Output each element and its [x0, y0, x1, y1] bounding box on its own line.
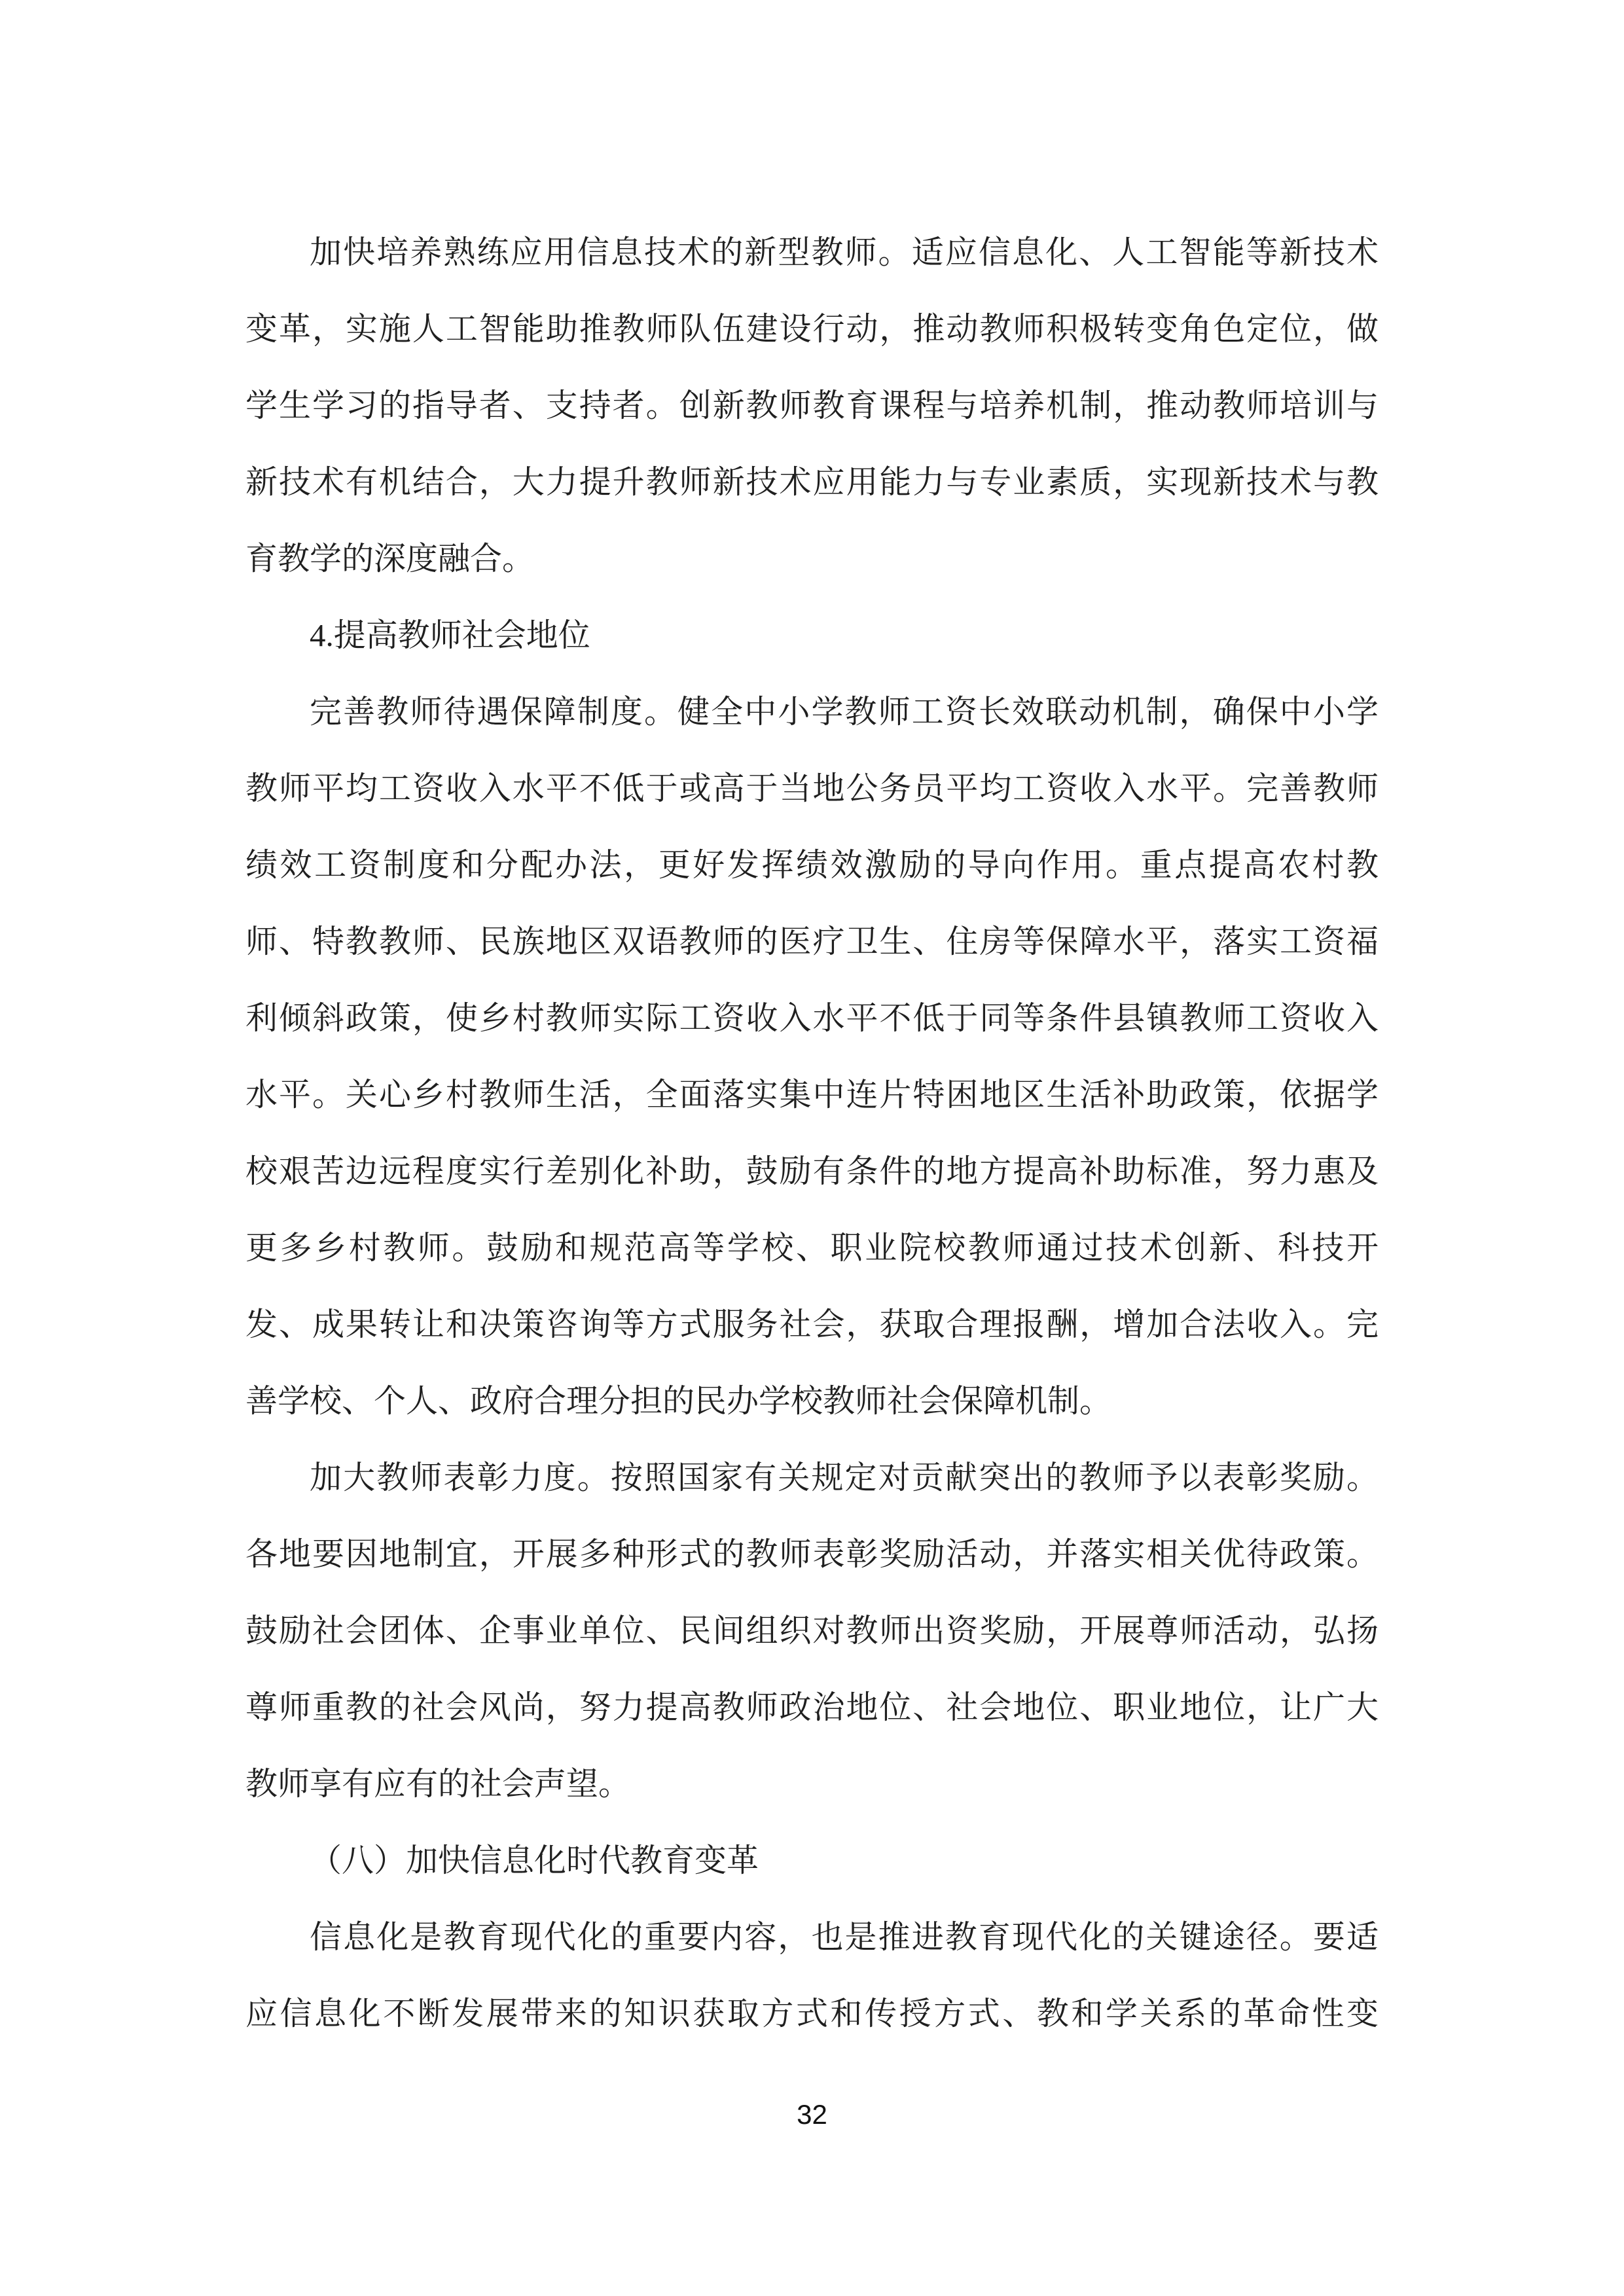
body-line: 应信息化不断发展带来的知识获取方式和传授方式、教和学关系的革命性变: [245, 1996, 1379, 2032]
body-line: 加大教师表彰力度。按照国家有关规定对贡献突出的教师予以表彰奖励。: [310, 1460, 1379, 1496]
body-line: 信息化是教育现代化的重要内容，也是推进教育现代化的关键途径。要适: [310, 1919, 1379, 1955]
body-line: 育教学的深度融合。: [245, 541, 535, 577]
body-line: 完善教师待遇保障制度。健全中小学教师工资长效联动机制，确保中小学: [310, 694, 1379, 730]
body-line: 善学校、个人、政府合理分担的民办学校教师社会保障机制。: [245, 1383, 1112, 1419]
body-line: 利倾斜政策，使乡村教师实际工资收入水平不低于同等条件县镇教师工资收入: [245, 1000, 1379, 1036]
document-body: [245, 214, 1379, 2052]
body-line: 鼓励社会团体、企事业单位、民间组织对教师出资奖励，开展尊师活动，弘扬: [245, 1613, 1379, 1649]
body-line: 学生学习的指导者、支持者。创新教师教育课程与培养机制，推动教师培训与: [245, 387, 1379, 423]
heading-line: 4.提高教师社会地位: [310, 617, 590, 653]
body-line: 校艰苦边远程度实行差别化补助，鼓励有条件的地方提高补助标准，努力惠及: [245, 1153, 1379, 1189]
page-number: 32: [797, 2099, 827, 2130]
body-line: 水平。关心乡村教师生活，全面落实集中连片特困地区生活补助政策，依据学: [245, 1077, 1379, 1113]
heading-line: （八）加快信息化时代教育变革: [310, 1842, 759, 1878]
body-line: 变革，实施人工智能助推教师队伍建设行动，推动教师积极转变角色定位，做: [245, 311, 1379, 347]
body-line: 绩效工资制度和分配办法，更好发挥绩效激励的导向作用。重点提高农村教: [245, 847, 1379, 883]
body-line: 新技术有机结合，大力提升教师新技术应用能力与专业素质，实现新技术与教: [245, 464, 1379, 500]
body-line: 教师享有应有的社会声望。: [245, 1766, 631, 1802]
body-line: 师、特教教师、民族地区双语教师的医疗卫生、住房等保障水平，落实工资福: [245, 924, 1379, 960]
body-line: 教师平均工资收入水平不低于或高于当地公务员平均工资收入水平。完善教师: [245, 770, 1379, 806]
body-line: 尊师重教的社会风尚，努力提高教师政治地位、社会地位、职业地位，让广大: [245, 1689, 1379, 1725]
body-line: 各地要因地制宜，开展多种形式的教师表彰奖励活动，并落实相关优待政策。: [245, 1536, 1379, 1572]
body-line: 更多乡村教师。鼓励和规范高等学校、职业院校教师通过技术创新、科技开: [245, 1230, 1379, 1266]
body-line: 发、成果转让和决策咨询等方式服务社会，获取合理报酬，增加合法收入。完: [245, 1306, 1379, 1342]
body-line: 加快培养熟练应用信息技术的新型教师。适应信息化、人工智能等新技术: [310, 234, 1379, 270]
